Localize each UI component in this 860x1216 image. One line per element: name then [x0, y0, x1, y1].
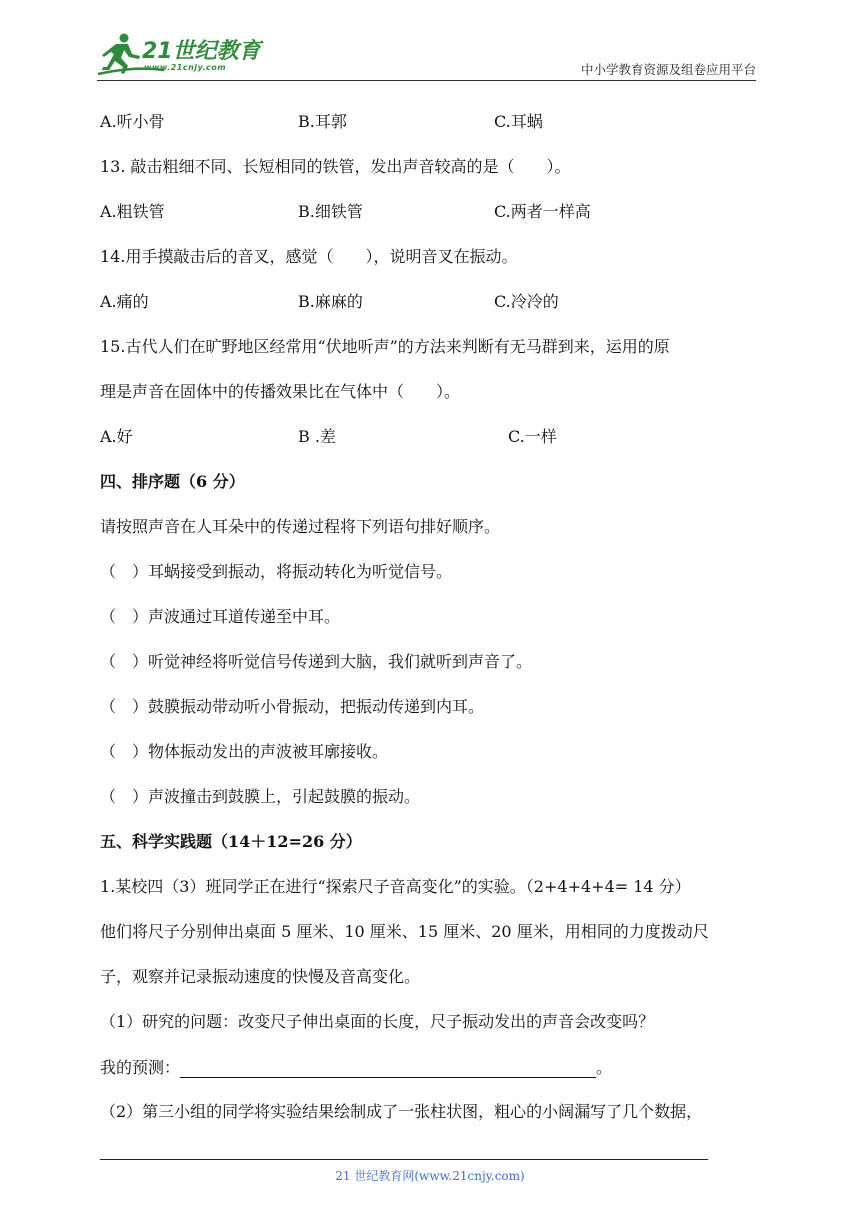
q15-text-line1: 15.古代人们在旷野地区经常用“伏地听声”的方法来判断有无马群到来，运用的原 [100, 337, 670, 356]
q14-option-c: C.冷冷的 [494, 292, 559, 311]
platform-title: 中小学教育资源及组卷应用平台 [580, 62, 756, 77]
logo-url: www.21cnjy.com [144, 63, 227, 72]
q15-option-c: C.一样 [508, 427, 557, 446]
section5-title: 五、科学实践题（14＋12=26 分） [100, 832, 362, 851]
section5-sub1: （1）研究的问题：改变尺子伸出桌面的长度，尺子振动发出的声音会改变吗？ [100, 1012, 655, 1031]
q12-option-a: A.听小骨 [100, 112, 165, 131]
q12-option-b: B.耳郭 [298, 112, 347, 131]
ordering-item: （ ）鼓膜振动带动听小骨振动，把振动传递到内耳。 [100, 697, 485, 716]
section5-q1-line2: 他们将尺子分别伸出桌面 5 厘米、10 厘米、15 厘米、20 厘米，用相同的力度拨动尺 [100, 922, 709, 941]
section5-q1-line3: 子，观察并记录振动速度的快慢及音高变化。 [100, 967, 421, 986]
ordering-item: （ ）声波撞击到鼓膜上，引起鼓膜的振动。 [100, 787, 421, 806]
section5-sub2: （2）第三小组的同学将实验结果绘制成了一张柱状图，粗心的小阔漏写了几个数据， [100, 1102, 703, 1121]
prediction-row [100, 1057, 612, 1078]
q14-text: 14.用手摸敲击后的音叉，感觉（ ），说明音叉在振动。 [100, 247, 518, 266]
q14-option-b: B.麻麻的 [298, 292, 363, 311]
footer-divider [100, 1159, 708, 1160]
section4-instruction: 请按照声音在人耳朵中的传递过程将下列语句排好顺序。 [100, 517, 501, 536]
section4-title: 四、排序题（6 分） [100, 472, 245, 491]
page-header [0, 0, 860, 90]
q15-option-a: A.好 [100, 427, 133, 446]
q13-option-a: A.粗铁管 [100, 202, 165, 221]
prediction-end: 。 [596, 1058, 613, 1077]
prediction-blank[interactable] [180, 1057, 596, 1078]
q13-text: 13. 敲击粗细不同、长短相同的铁管，发出声音较高的是（ ）。 [100, 157, 571, 176]
ordering-item: （ ）耳蜗接受到振动，将振动转化为听觉信号。 [100, 562, 453, 581]
ordering-item: （ ）物体振动发出的声波被耳廓接收。 [100, 742, 389, 761]
prediction-label: 我的预测： [100, 1058, 181, 1077]
q13-option-c: C.两者一样高 [494, 202, 591, 221]
footer-text: 21 世纪教育网(www.21cnjy.com) [335, 1169, 525, 1183]
q12-option-c: C.耳蜗 [494, 112, 543, 131]
header-divider [97, 80, 756, 81]
q14-option-a: A.痛的 [100, 292, 149, 311]
q13-option-b: B.细铁管 [298, 202, 363, 221]
ordering-item: （ ）听觉神经将听觉信号传递到大脑，我们就听到声音了。 [100, 652, 533, 671]
ordering-item: （ ）声波通过耳道传递至中耳。 [100, 607, 341, 626]
q15-text-line2: 理是声音在固体中的传播效果比在气体中（ ）。 [100, 382, 461, 401]
q15-option-b: B .差 [298, 427, 336, 446]
section5-q1-line1: 1.某校四（3）班同学正在进行“探索尺子音高变化”的实验。（2+4+4+4= 14 分） [100, 877, 691, 896]
logo-text: 21世纪教育 [142, 39, 261, 64]
